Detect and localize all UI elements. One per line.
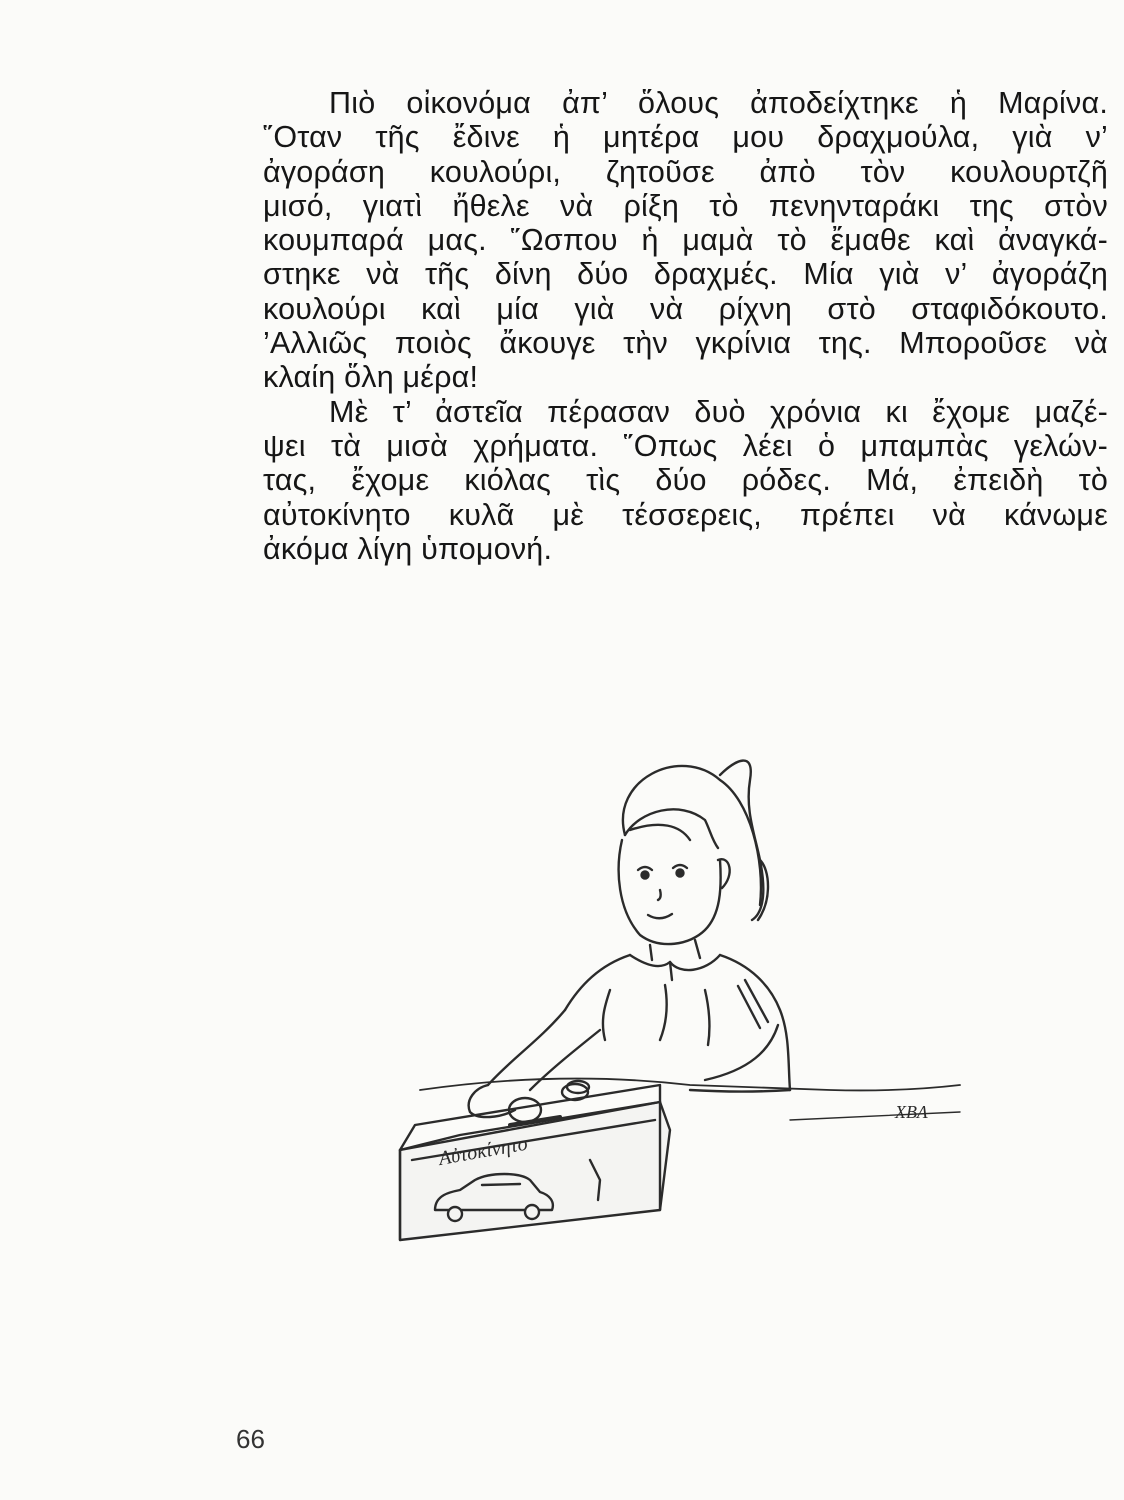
text-line: ψει τὰ μισὰ χρήματα. ῞Οπως λέει ὁ μπαμπὰς γελών- [263, 428, 1108, 463]
illustrator-signature: ΧΒΛ [895, 1102, 928, 1122]
paragraph-1 [263, 86, 1108, 395]
text-line: τας, ἔχομε κιόλας τὶς δύο ρόδες. Μά, ἐπειδὴ τὸ [263, 463, 1108, 498]
text-line: κλαίη ὅλη μέρα! [263, 360, 479, 395]
text-line: στηκε νὰ τῆς δίνη δύο δραχμές. Μία γιὰ ν’ ἀγοράζη [263, 257, 1108, 292]
text-line: Πιὸ οἰκονόμα ἀπ’ ὅλους ἀποδείχτηκε ἡ Μαρίνα. [329, 86, 1108, 120]
paragraph-2 [263, 395, 1108, 566]
text-line: κουλούρι καὶ μία γιὰ νὰ ρίχνη στὸ σταφιδόκουτο. [263, 291, 1108, 326]
text-line: αὐτοκίνητο κυλᾶ μὲ τέσσερεις, πρέπει νὰ κάνωμε [263, 497, 1108, 532]
girl-with-money-box-illustration [360, 740, 980, 1280]
text-line: Μὲ τ’ ἀστεῖα πέρασαν δυὸ χρόνια κι ἔχομε μαζέ- [329, 394, 1108, 429]
page-number: 66 [236, 1424, 265, 1454]
text-line: ἀκόμα λίγη ὑπομονή. [263, 531, 553, 566]
text-line: ’Αλλιῶς ποιὸς ἄκουγε τὴν γκρίνια της. Μποροῦσε νὰ [263, 326, 1108, 361]
text-line: κουμπαρά μας. ῞Ωσπου ἡ μαμὰ τὸ ἔμαθε καὶ ἀναγκά- [263, 223, 1108, 258]
text-line: ῞Οταν τῆς ἔδινε ἡ μητέρα μου δραχμούλα, γιὰ ν’ [263, 120, 1108, 155]
box-lettering-label: Αὐτοκίνητο [437, 1132, 530, 1170]
text-line: μισό, γιατὶ ἤθελε νὰ ρίξη τὸ πενηνταράκι της στὸν [263, 188, 1108, 223]
text-line: ἀγοράση κουλούρι, ζητοῦσε ἀπὸ τὸν κουλουρτζῆ [263, 154, 1108, 189]
body-text [263, 86, 1108, 566]
